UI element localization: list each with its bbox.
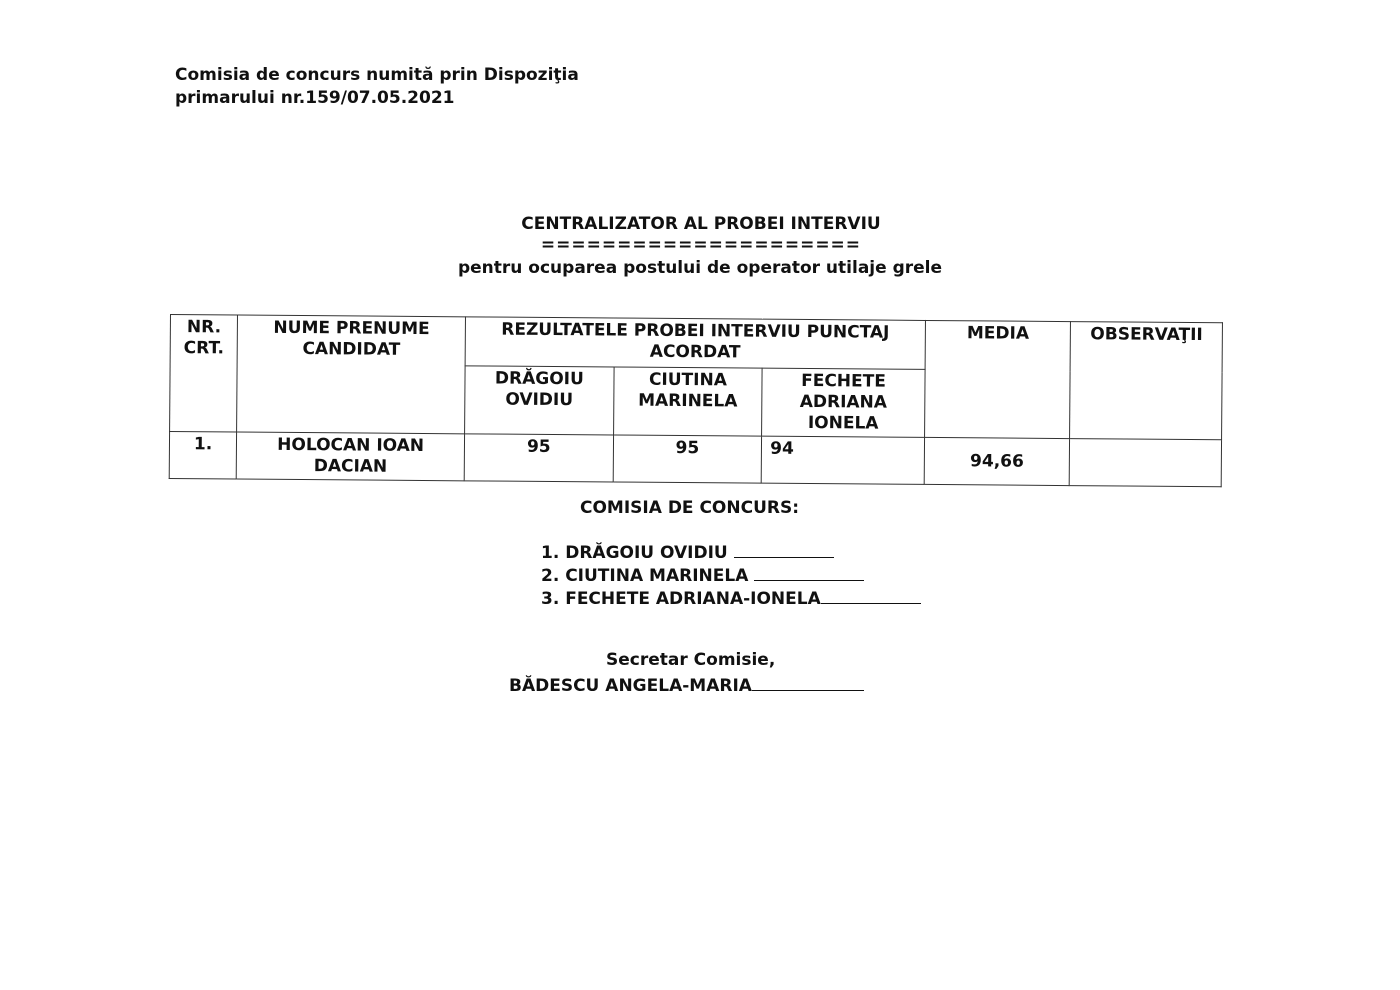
secretary-label: Secretar Comisie, — [606, 650, 776, 670]
cell-score-dragoiu: 95 — [464, 434, 613, 482]
header-nr-crt: NR. CRT. — [170, 315, 238, 433]
cell-score-ciutina: 95 — [613, 435, 762, 483]
header-judge-fechete: FECHETE ADRIANA IONELA — [762, 368, 925, 437]
secretary-signature — [509, 674, 864, 696]
cell-nr: 1. — [169, 432, 237, 480]
cell-score-fechete: 94 — [761, 436, 924, 484]
signature-line — [754, 564, 864, 581]
committee-member-name: 2. CIUTINA MARINELA — [541, 566, 749, 586]
header-judge-dragoiu: DRĂGOIU OVIDIU — [465, 366, 614, 435]
header-candidate-name: NUME PRENUME CANDIDAT — [237, 315, 466, 434]
signature-line — [752, 674, 864, 691]
committee-member — [541, 541, 834, 563]
table-row — [169, 432, 1221, 487]
signature-line — [734, 541, 834, 558]
header-results-group: REZULTATELE PROBEI INTERVIU PUNCTAJ ACORDAT — [465, 317, 925, 370]
appointment-note-line-2: primarului nr.159/07.05.2021 — [175, 88, 455, 108]
document-subtitle: pentru ocuparea postului de operator utilaje grele — [457, 258, 943, 278]
committee-member-name: 3. FECHETE ADRIANA-IONELA — [541, 589, 821, 609]
secretary-name: BĂDESCU ANGELA-MARIA — [509, 676, 752, 696]
header-media: MEDIA — [924, 320, 1070, 438]
committee-member — [541, 564, 864, 586]
cell-observations — [1070, 439, 1222, 487]
document-title: CENTRALIZATOR AL PROBEI INTERVIU — [521, 214, 881, 234]
committee-member-name: 1. DRĂGOIU OVIDIU — [541, 543, 728, 563]
signature-line — [821, 587, 921, 604]
committee-title: COMISIA DE CONCURS: — [580, 498, 800, 518]
cell-media: 94,66 — [924, 437, 1070, 485]
header-observations: OBSERVAŢII — [1070, 322, 1223, 440]
title-separator: ===================== — [540, 235, 862, 255]
interview-results-table — [169, 314, 1223, 487]
committee-member — [541, 587, 921, 609]
cell-candidate-name: HOLOCAN IOAN DACIAN — [236, 432, 464, 481]
committee-appointment-note — [175, 64, 579, 110]
header-judge-ciutina: CIUTINA MARINELA — [613, 367, 762, 436]
appointment-note-line-1: Comisia de concurs numită prin Dispoziţia — [175, 65, 579, 85]
